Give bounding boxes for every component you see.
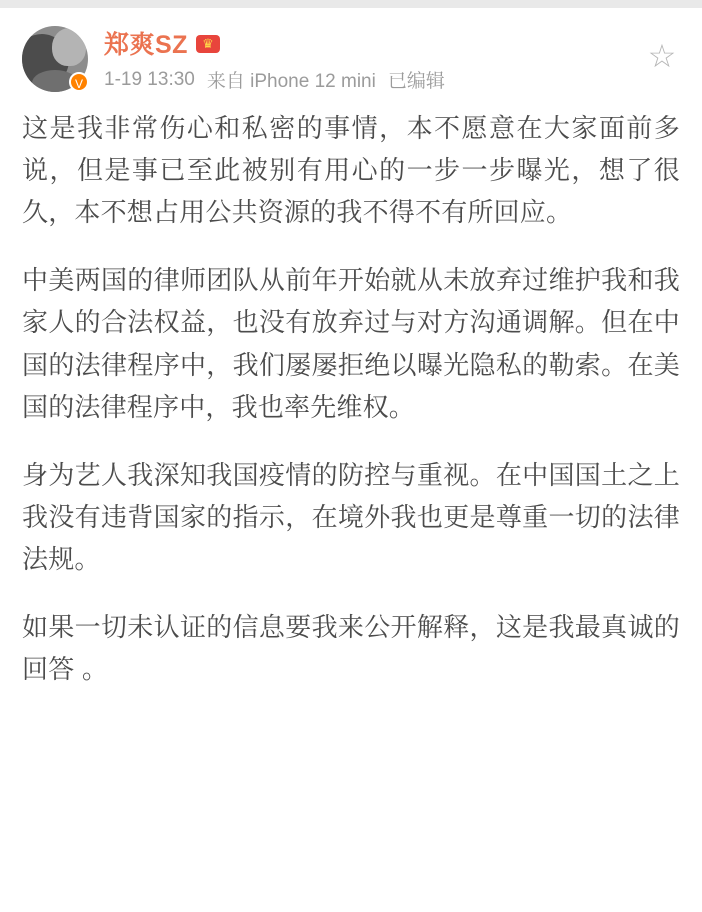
post-timestamp: 1-19 13:30 bbox=[104, 68, 195, 90]
crown-icon bbox=[196, 32, 220, 54]
star-outline-icon[interactable]: ☆ bbox=[647, 38, 677, 74]
verified-v-icon: V bbox=[69, 72, 89, 92]
avatar[interactable] bbox=[22, 26, 88, 92]
post-body bbox=[0, 93, 702, 700]
status-bar-strip bbox=[0, 0, 702, 8]
crown-icon-glyph: ♛ bbox=[202, 36, 214, 51]
post-paragraph: 如果一切未认证的信息要我来公开解释，这是我最真诚的回答 。 bbox=[22, 612, 680, 685]
post-paragraph: 身为艺人我深知我国疫情的防控与重视。在中国国土之上我没有违背国家的指示，在境外我也更是尊重一切的法律法规。 bbox=[22, 459, 680, 574]
post-container bbox=[0, 8, 702, 700]
avatar-shape-2 bbox=[52, 28, 86, 66]
post-submeta bbox=[104, 66, 680, 93]
post-edited-label: 已编辑 bbox=[387, 71, 445, 92]
author-name[interactable]: 郑爽SZ bbox=[104, 31, 188, 59]
post-source[interactable]: 来自 iPhone 12 mini bbox=[206, 71, 376, 92]
post-paragraph: 这是我非常伤心和私密的事情，本不愿意在大家面前多说，但是事已至此被别有用心的一步一步曝光，想了很久，本不想占用公共资源的我不得不有所回应。 bbox=[22, 113, 680, 228]
author-line bbox=[104, 28, 680, 58]
post-header bbox=[0, 8, 702, 93]
post-meta bbox=[104, 26, 680, 93]
post-paragraph: 中美两国的律师团队从前年开始就从未放弃过维护我和我家人的合法权益，也没有放弃过与对方沟通调解。但在中国的法律程序中，我们屡屡拒绝以曝光隐私的勒索。在美国的法律程序中，我也率先维权。 bbox=[22, 265, 680, 422]
